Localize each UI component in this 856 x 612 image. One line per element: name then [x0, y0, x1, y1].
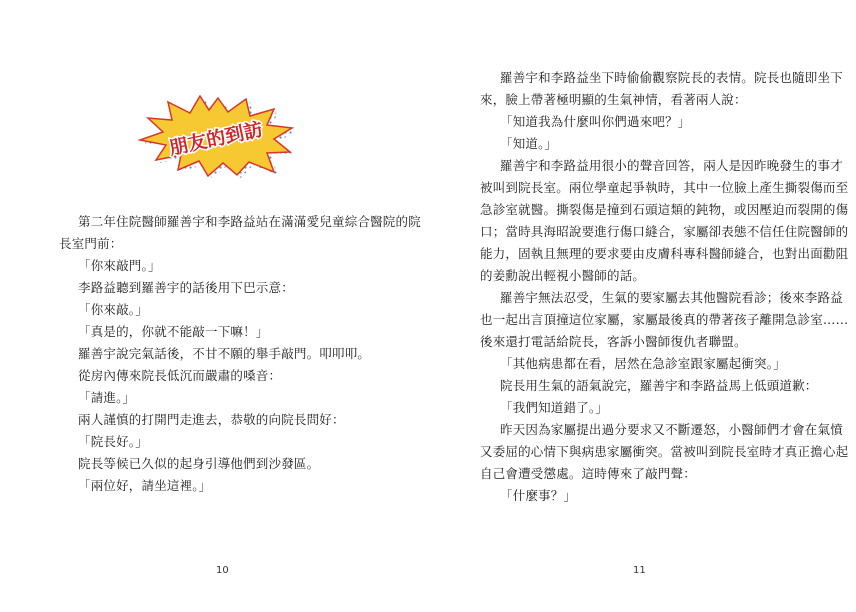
right-line: 「知道。」: [500, 136, 558, 151]
right-line: 羅善宇和李路益坐下時偷偷觀察院長的表情。院長也隨即坐下: [500, 70, 843, 85]
left-line: 「請進。」: [78, 390, 136, 405]
right-line: 「知道我為什麼叫你們過來吧？」: [500, 114, 691, 129]
right-line: 羅善宇無法忍受，生氣的要家屬去其他醫院看診；後來李路益: [500, 290, 843, 305]
right-line: 院長用生氣的語氣說完，羅善宇和李路益馬上低頭道歉：: [500, 378, 818, 393]
right-line: 自己會遭受懲處。這時傳來了敲門聲：: [480, 466, 696, 481]
right-line: 「其他病患都在看，居然在急診室跟家屬起衝突。」: [500, 356, 786, 371]
right-page: [428, 0, 856, 612]
left-line: 長室門前：: [59, 236, 123, 251]
right-line: 後來還打電話給院長，客訴小醫師復仇者聯盟。: [480, 334, 747, 349]
page-number-left: 10: [216, 565, 229, 576]
left-line: 「院長好。」: [78, 434, 148, 449]
left-line: 「你來敲門。」: [78, 258, 161, 273]
left-line: 兩人謹慎的打開門走進去，恭敬的向院長問好：: [78, 412, 345, 427]
left-line: 羅善宇說完氣話後，不甘不願的舉手敲門。叩叩叩。: [78, 346, 371, 361]
left-line: 從房內傳來院長低沉而嚴肅的嗓音：: [78, 368, 282, 383]
right-line: 昨天因為家屬提出過分要求又不斷遷怒，小醫師們才會在氣憤: [500, 422, 843, 437]
right-line: 又委屈的心情下與病患家屬衝突。當被叫到院長室時才真正擔心起: [480, 444, 849, 459]
right-line: 的姜勳說出輕視小醫師的話。: [480, 268, 646, 283]
right-line: 「我們知道錯了。」: [500, 400, 609, 415]
right-line: 被叫到院長室。兩位學童起爭執時，其中一位臉上產生撕裂傷而至: [480, 180, 849, 195]
page-number-right: 11: [633, 565, 646, 576]
chapter-title-burst: [138, 95, 300, 180]
left-line: 「兩位好，請坐這裡。」: [78, 478, 212, 493]
chapter-title: 朋友的到訪: [167, 118, 265, 160]
left-line: 第二年住院醫師羅善宇和李路益站在滿滿愛兒童綜合醫院的院: [78, 214, 421, 229]
right-line: 口；當時具海昭說要進行傷口縫合，家屬卻表態不信任住院醫師的: [480, 224, 849, 239]
right-line: 能力，固執且無理的要求要由皮膚科專科醫師縫合，也對出面勸阻: [480, 246, 849, 261]
left-line: 「真是的，你就不能敲一下嘛！」: [78, 324, 269, 339]
left-line: 院長等候已久似的起身引導他們到沙發區。: [78, 456, 320, 471]
right-line: 急診室就醫。撕裂傷是撞到石頭這類的鈍物，或因壓迫而裂開的傷: [480, 202, 849, 217]
left-line: 「你來敲。」: [78, 302, 148, 317]
right-line: 也一起出言頂撞這位家屬，家屬最後真的帶著孩子離開急診室……: [480, 312, 849, 327]
left-line: 李路益聽到羅善宇的話後用下巴示意：: [78, 280, 294, 295]
right-line: 「什麼事？」: [500, 488, 577, 503]
right-line: 來，臉上帶著極明顯的生氣神情，看著兩人說：: [480, 92, 747, 107]
right-line: 羅善宇和李路益用很小的聲音回答，兩人是因昨晚發生的事才: [500, 158, 843, 173]
